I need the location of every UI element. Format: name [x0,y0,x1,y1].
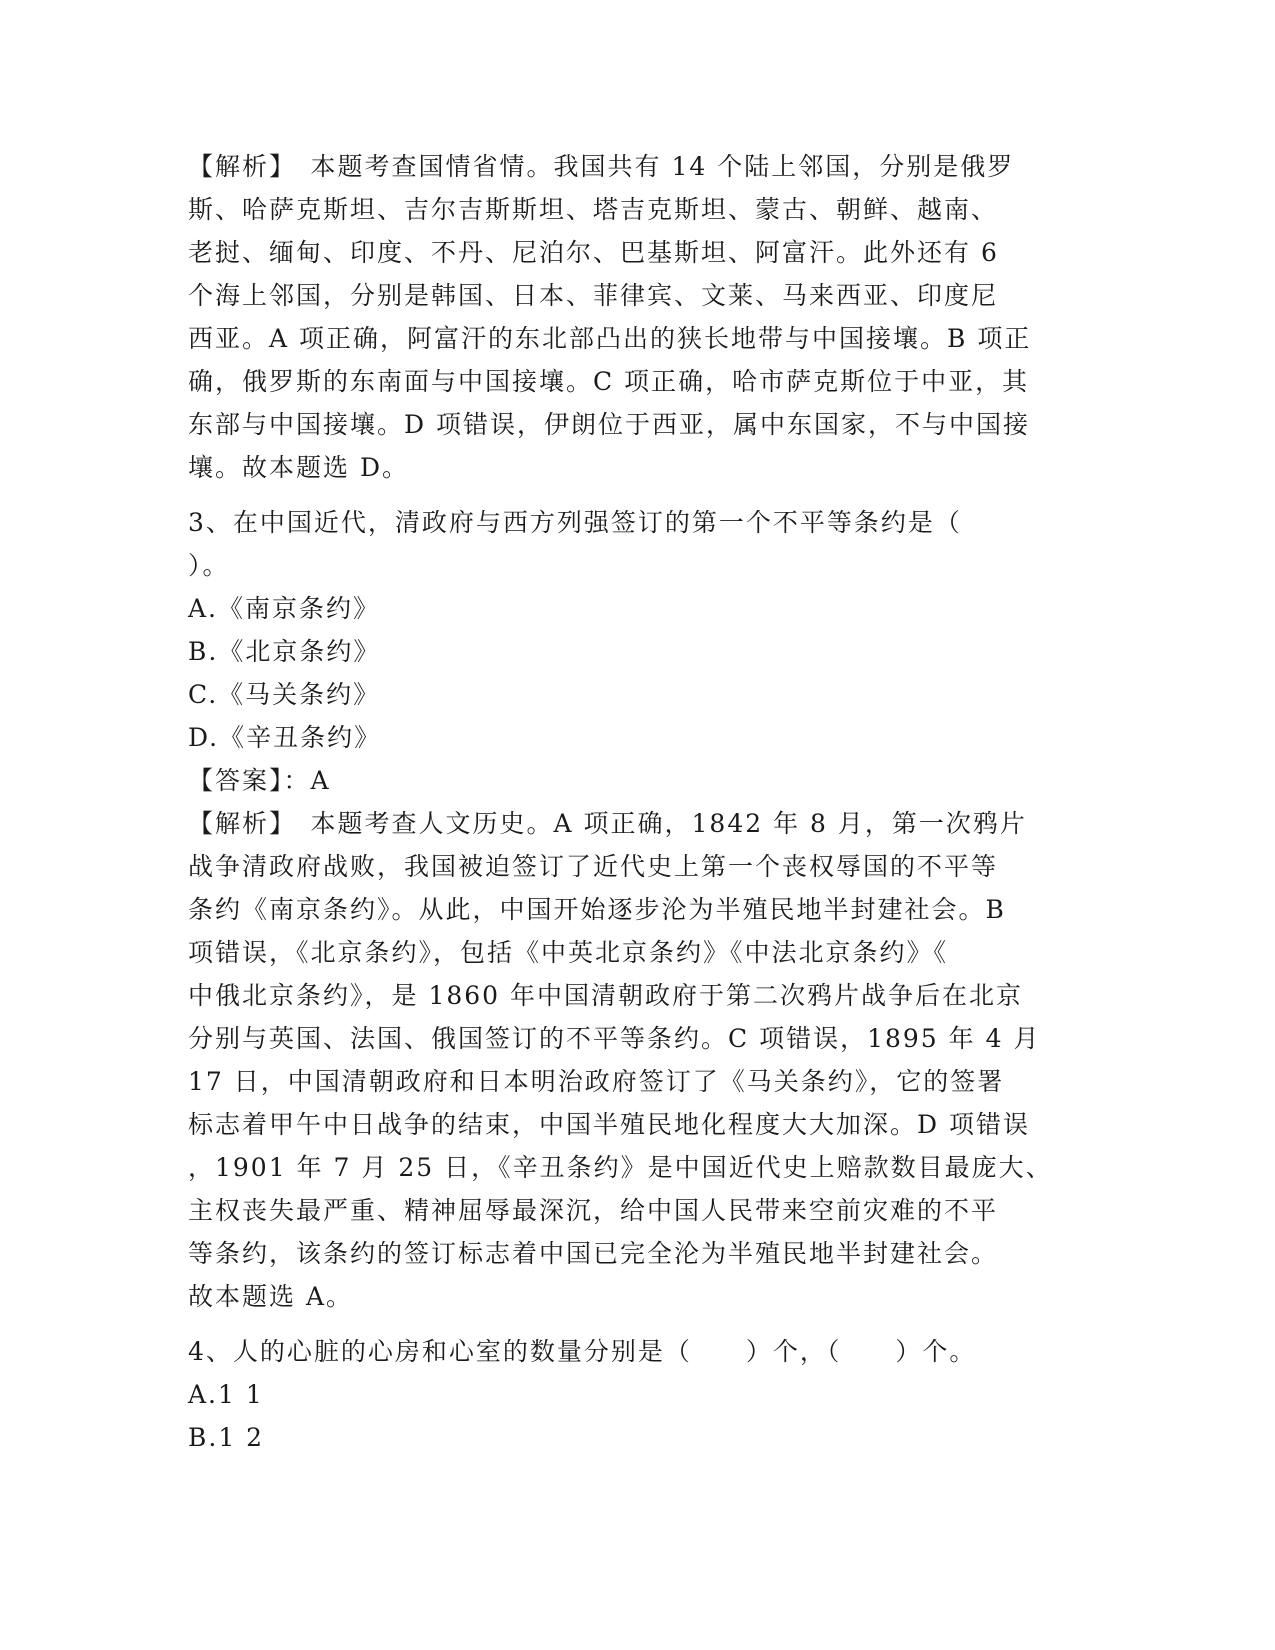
analysis-line: 【解析】 本题考查人文历史。A 项正确，1842 年 8 月，第一次鸦片 [188,809,1027,838]
answer-line: 【答案】：A [188,766,331,795]
analysis-line: 17 日，中国清朝政府和日本明治政府签订了《马关条约》，它的签署 [188,1067,1005,1096]
section-gap [188,1318,1088,1330]
option-c: C.《马关条约》 [188,680,381,709]
analysis-line: 分别与英国、法国、俄国签订的不平等条约。C 项错误，1895 年 4 月 [188,1024,1041,1053]
option-a: A.1 1 [188,1380,264,1409]
question-stem-line: 4、人的心脏的心房和心室的数量分别是（ ）个，（ ）个。 [188,1337,977,1366]
analysis-q2 [188,145,1088,489]
option-b: B.《北京条约》 [188,637,381,666]
analysis-line: 故本题选 A。 [188,1282,354,1311]
option-d: D.《辛丑条约》 [188,723,382,752]
analysis-line: 西亚。A 项正确，阿富汗的东北部凸出的狭长地带与中国接壤。B 项正 [188,324,1032,353]
option-a: A.《南京条约》 [188,594,381,623]
analysis-line: 东部与中国接壤。D 项错误，伊朗位于西亚，属中东国家，不与中国接 [188,410,1030,439]
analysis-line: 中俄北京条约》，是 1860 年中国清朝政府于第二次鸦片战争后在北京 [188,981,1024,1010]
analysis-line: 战争清政府战败，我国被迫签订了近代史上第一个丧权辱国的不平等 [188,852,999,881]
analysis-line: 标志着甲午中日战争的结束，中国半殖民地化程度大大加深。D 项错误 [188,1110,1030,1139]
analysis-line: 确，俄罗斯的东南面与中国接壤。C 项正确，哈市萨克斯位于中亚，其 [188,367,1030,396]
section-gap [188,489,1088,501]
analysis-line: 【解析】 本题考查国情省情。我国共有 14 个陆上邻国，分别是俄罗 [188,152,1015,181]
document-page [188,145,1088,1459]
analysis-line: 项错误，《北京条约》，包括《中英北京条约》《中法北京条约》《 [188,938,949,967]
analysis-line: 老挝、缅甸、印度、不丹、尼泊尔、巴基斯坦、阿富汗。此外还有 6 [188,238,999,267]
option-b: B.1 2 [188,1423,265,1452]
analysis-line: 条约《南京条约》。从此，中国开始逐步沦为半殖民地半封建社会。B [188,895,1006,924]
analysis-line: 壤。故本题选 D。 [188,453,409,482]
analysis-line: 主权丧失最严重、精神屈辱最深沉，给中国人民带来空前灾难的不平 [188,1196,999,1225]
analysis-line: 个海上邻国，分别是韩国、日本、菲律宾、文莱、马来西亚、印度尼 [188,281,999,310]
analysis-line: 等条约，该条约的签订标志着中国已完全沦为半殖民地半封建社会。 [188,1239,999,1268]
question-stem-line: ）。 [188,551,230,580]
question-3 [188,501,1088,1318]
analysis-line: 斯、哈萨克斯坦、吉尔吉斯斯坦、塔吉克斯坦、蒙古、朝鲜、越南、 [188,195,999,224]
question-4 [188,1330,1088,1459]
analysis-line: ，1901 年 7 月 25 日，《辛丑条约》是中国近代史上赔款数目最庞大、 [188,1153,1053,1182]
question-stem-line: 3、在中国近代，清政府与西方列强签订的第一个不平等条约是（ [188,508,962,537]
